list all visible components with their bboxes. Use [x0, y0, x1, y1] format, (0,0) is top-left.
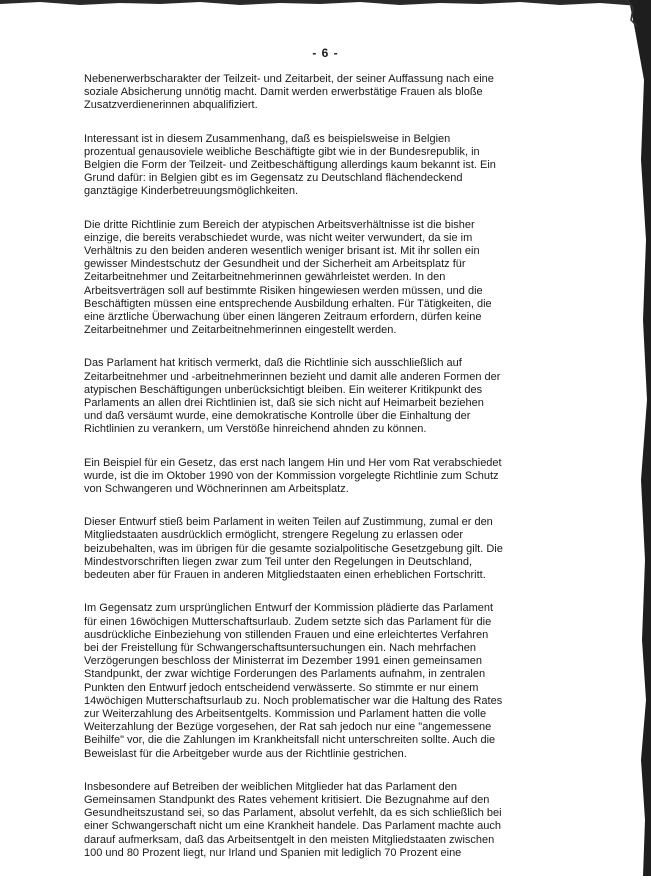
text-line: Zeitarbeitnehmer und Zeitarbeitnehmerinnen eingestellt werden. [84, 324, 397, 337]
text-line: Insbesondere auf Betreiben der weiblichen Mitglieder hat das Parlament den [84, 780, 458, 793]
paragraph-8 [84, 781, 526, 860]
text-line: Arbeitsverträgen soll auf bestimmte Risiken hingewiesen werden müssen, und die [84, 284, 483, 297]
text-line: prozentual genausoviele weibliche Beschäftigte gibt wie in der Bundesrepublik, in [84, 145, 480, 158]
text-line: darauf aufmerksam, daß das Arbeitsentgelt in den meisten Mitgliedstaaten zwischen [84, 833, 495, 846]
text-line: Dieser Entwurf stieß beim Parlament in weiten Teilen auf Zustimmung, zumal er den [84, 516, 493, 529]
paragraph-5 [84, 457, 526, 497]
text-line: Gemeinsamen Standpunkt des Rates vehement kritisiert. Die Bezugnahme auf den [84, 793, 490, 806]
document-body [84, 73, 526, 880]
text-line: Beweislast für die Arbeitgeber wurde aus der Richtlinie gestrichen. [84, 747, 407, 760]
text-line: atypischen Beschäftigungen unberücksichtigt bleiben. Ein weiterer Kritikpunkt des [84, 383, 483, 396]
paragraph-1 [84, 73, 526, 113]
text-line: Richtlinien zu verankern, um Verstöße hinreichend ahnden zu können. [84, 423, 427, 436]
text-line: Beschäftigten müssen eine entsprechende Ausbildung erhalten. Für Tätigkeiten, die [84, 297, 492, 310]
text-line: Mindestvorschriften liegen zwar zum Teil unter den Regelungen in Deutschland, [84, 555, 473, 568]
scan-noise-top [0, 0, 651, 26]
text-line: für einen 16wöchigen Mutterschaftsurlaub. Zudem setzte sich das Parlament für die [84, 615, 492, 628]
text-line: ausdrückliche Einbeziehung von stillenden Frauen und eine erleichtertes Verfahren [84, 628, 489, 641]
text-line: eine ärztliche Überwachung über einen längeren Zeitraum erfordern, dürfen keine [84, 311, 482, 324]
text-line: Interessant ist in diesem Zusammenhang, daß es beispielsweise in Belgien [84, 132, 451, 145]
page-number: - 6 - [312, 46, 339, 60]
paragraph-4 [84, 357, 526, 436]
text-line: Die dritte Richtlinie zum Bereich der atypischen Arbeitsverhältnisse ist die bisher [84, 218, 475, 231]
text-line: Parlaments an allen drei Richtlinien ist, daß sie sich nicht auf Heimarbeit beziehen [84, 397, 484, 410]
text-line: soziale Absicherung unnötig macht. Damit werden erwerbstätige Frauen als bloße [84, 86, 483, 99]
text-line: 14wöchigen Mutterschaftsurlaub zu. Noch problematischer war die Haltung des Rates [84, 694, 503, 707]
text-line: Belgien die Form der Teilzeit- und Zeitbeschäftigung allerdings kaum bekannt ist. Ein [84, 159, 496, 172]
text-line: bedeuten aber für Frauen in anderen Mitgliedstaaten einen erheblichen Fortschritt. [84, 569, 486, 582]
text-line: gewisser Mindestschutz der Gesundheit und der Sicherheit am Arbeitsplatz für [84, 258, 466, 271]
paragraph-2 [84, 133, 526, 199]
text-line: Zeitarbeitnehmer und Zeitarbeitnehmerinnen gewährleistet werden. In den [84, 271, 446, 284]
text-line: wurde, ist die im Oktober 1990 von der Kommission vorgelegte Richtlinie zum Schutz [84, 469, 499, 482]
text-line: Beihilfe" vor, die die Zahlungen im Krankheitsfall nicht unterschreiten sollte. Auch die [84, 734, 496, 747]
text-line: Verhältnis zu den beiden anderen wesentlich weniger brisant ist. Mit ihr sollen ein [84, 245, 480, 258]
paragraph-6 [84, 516, 526, 582]
text-line: Gesundheitszustand sei, so das Parlament, absolut verfehlt, da es sich schließlich bei [84, 807, 502, 820]
text-line: Nebenerwerbscharakter der Teilzeit- und Zeitarbeit, der seiner Auffassung nach eine [84, 73, 494, 85]
text-line: ganztägige Kinderbetreuungsmöglichkeiten. [84, 185, 299, 198]
text-line: beizubehalten, was im übrigen für die gesamte sozialpolitische Gesetzgebung gilt. Die [84, 542, 503, 555]
text-line: Standpunkt, der zwar wichtige Forderungen des Parlaments aufnahm, in zentralen [84, 668, 486, 681]
text-line: einer Schwangerschaft nicht um eine Krankheit handele. Das Parlament machte auch [84, 820, 502, 833]
text-line: Punkten den Entwurf jedoch entscheidend verwässerte. So stimmte er nur einem [84, 681, 479, 694]
text-line: Zeitarbeitnehmer und -arbeitnehmerinnen bezieht und damit alle anderen Formen der [84, 370, 501, 383]
text-line: Verzögerungen beschloss der Ministerrat im Dezember 1991 einen gemeinsamen [84, 655, 483, 668]
text-line: Das Parlament hat kritisch vermerkt, daß die Richtlinie sich ausschließlich auf [84, 357, 462, 370]
paragraph-7 [84, 602, 526, 760]
text-line: Zusatzverdienerinnen abqualifiziert. [84, 99, 258, 112]
text-line: bei der Freistellung für Schwangerschaftsuntersuchungen ein. Nach mehrfachen [84, 641, 476, 654]
paragraph-3 [84, 219, 526, 338]
text-line: und daß versäumt wurde, eine demokratische Kontrolle über die Einhaltung der [84, 410, 471, 423]
text-line: 100 und 80 Prozent liegt, nur Irland und Spanien mit lediglich 70 Prozent eine [84, 846, 462, 859]
text-line: einzige, die bereits verabschiedet wurde, was nicht weiter verwundert, da sie im [84, 231, 473, 244]
text-line: Mitgliedstaaten ausdrücklich ermöglicht, strengere Regelung zu erlassen oder [84, 529, 464, 542]
text-line: Grund dafür: in Belgien gibt es im Gegensatz zu Deutschland flächendeckend [84, 172, 463, 185]
text-line: zur Weiterzahlung des Arbeitsentgelts. Kommission und Parlament hatten die volle [84, 707, 487, 720]
text-line: von Schwangeren und Wöchnerinnen am Arbeitsplatz. [84, 483, 349, 496]
text-line: Im Gegensatz zum ursprünglichen Entwurf der Kommission plädierte das Parlament [84, 602, 494, 615]
scan-noise-right [621, 0, 651, 876]
text-line: Weiterzahlung der Bezüge vorgesehen, der Rat sah jedoch nur eine "angemessene [84, 721, 492, 734]
text-line: Ein Beispiel für ein Gesetz, das erst nach langem Hin und Her vom Rat verabschiedet [84, 456, 502, 469]
